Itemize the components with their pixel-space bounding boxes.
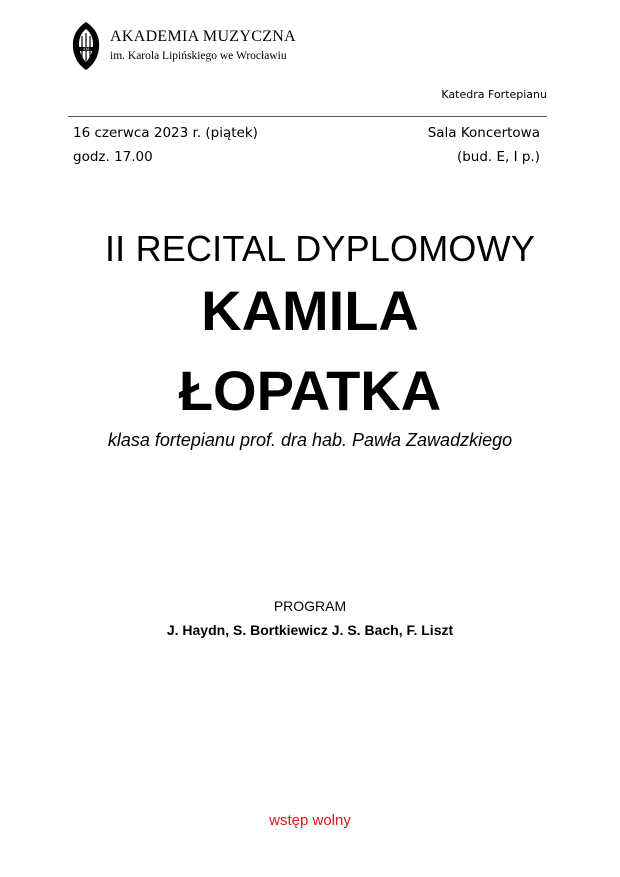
svg-text:AM: AM	[82, 46, 90, 52]
entry-note: wstęp wolny	[269, 812, 351, 829]
department-label: Katedra Fortepianu	[441, 88, 547, 101]
program-heading: PROGRAM	[273, 598, 347, 614]
event-date: 16 czerwca 2023 r. (piątek)	[73, 125, 258, 141]
org-name: AKADEMIA MUZYCZNA	[110, 28, 296, 45]
lyre-icon	[68, 20, 104, 72]
performer-first-name: KAMILA	[201, 279, 419, 342]
performer-last-name: ŁOPATKA	[178, 359, 442, 422]
header-divider	[68, 116, 547, 117]
recital-title: II RECITAL DYPLOMOWY	[104, 228, 536, 269]
event-building: (bud. E, I p.)	[456, 149, 540, 165]
event-hall: Sala Koncertowa	[427, 125, 540, 141]
event-time: godz. 17.00	[73, 149, 153, 165]
class-info: klasa fortepianu prof. dra hab. Pawła Zawadzkiego	[107, 430, 513, 450]
org-subtitle: im. Karola Lipińskiego we Wrocławiu	[110, 50, 287, 62]
program-composers: J. Haydn, S. Bortkiewicz J. S. Bach, F. Liszt	[166, 622, 454, 638]
